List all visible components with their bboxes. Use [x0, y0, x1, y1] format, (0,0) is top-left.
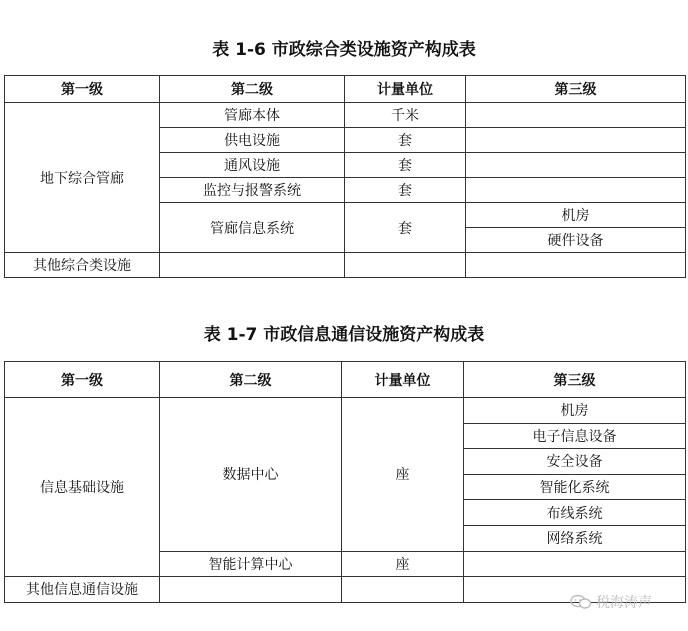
header-level2: 第二级	[160, 362, 342, 398]
level3-cell: 机房	[466, 203, 686, 228]
level3-cell	[466, 128, 686, 153]
level3-cell: 电子信息设备	[464, 423, 686, 449]
level2-cell: 管廊信息系统	[160, 203, 345, 253]
unit-cell: 座	[342, 398, 464, 552]
level3-cell: 安全设备	[464, 449, 686, 475]
level2-cell	[160, 577, 342, 603]
level1-cell: 地下综合管廊	[5, 103, 160, 253]
header-level3: 第三级	[464, 362, 686, 398]
level3-cell	[466, 178, 686, 203]
level1-cell: 信息基础设施	[5, 398, 160, 577]
unit-cell: 座	[342, 551, 464, 577]
unit-cell: 套	[345, 153, 466, 178]
unit-cell: 套	[345, 203, 466, 253]
watermark-text: 税海涛声	[596, 595, 652, 611]
unit-cell	[342, 577, 464, 603]
level1-cell: 其他信息通信设施	[5, 577, 160, 603]
level2-cell: 供电设施	[160, 128, 345, 153]
header-level2: 第二级	[160, 76, 345, 103]
header-unit: 计量单位	[345, 76, 466, 103]
header-level1: 第一级	[5, 362, 160, 398]
unit-cell: 千米	[345, 103, 466, 128]
level3-cell	[466, 153, 686, 178]
level1-cell: 其他综合类设施	[5, 253, 160, 278]
unit-cell	[345, 253, 466, 278]
table2-caption: 表 1-7 市政信息通信设施资产构成表	[203, 325, 485, 345]
header-row	[5, 76, 686, 103]
level2-cell: 管廊本体	[160, 103, 345, 128]
watermark	[570, 592, 652, 612]
level2-cell: 监控与报警系统	[160, 178, 345, 203]
level2-cell: 数据中心	[160, 398, 342, 552]
level3-cell	[464, 551, 686, 577]
unit-cell: 套	[345, 128, 466, 153]
header-level3: 第三级	[466, 76, 686, 103]
wechat-icon	[570, 594, 592, 610]
unit-cell: 套	[345, 178, 466, 203]
municipal-ict-facilities-table	[4, 361, 686, 603]
header-unit: 计量单位	[342, 362, 464, 398]
table-row	[5, 398, 686, 424]
level3-cell: 硬件设备	[466, 228, 686, 253]
level3-cell	[466, 103, 686, 128]
header-row	[5, 362, 686, 398]
level3-cell: 智能化系统	[464, 474, 686, 500]
level2-cell	[160, 253, 345, 278]
table-row	[5, 253, 686, 278]
level3-cell	[466, 253, 686, 278]
level2-cell: 智能计算中心	[160, 551, 342, 577]
municipal-comprehensive-facilities-table	[4, 75, 686, 278]
header-level1: 第一级	[5, 76, 160, 103]
level3-cell: 网络系统	[464, 525, 686, 551]
level3-cell: 布线系统	[464, 500, 686, 526]
level3-cell: 机房	[464, 398, 686, 424]
level2-cell: 通风设施	[160, 153, 345, 178]
table-row	[5, 103, 686, 128]
table1-caption: 表 1-6 市政综合类设施资产构成表	[212, 40, 476, 60]
